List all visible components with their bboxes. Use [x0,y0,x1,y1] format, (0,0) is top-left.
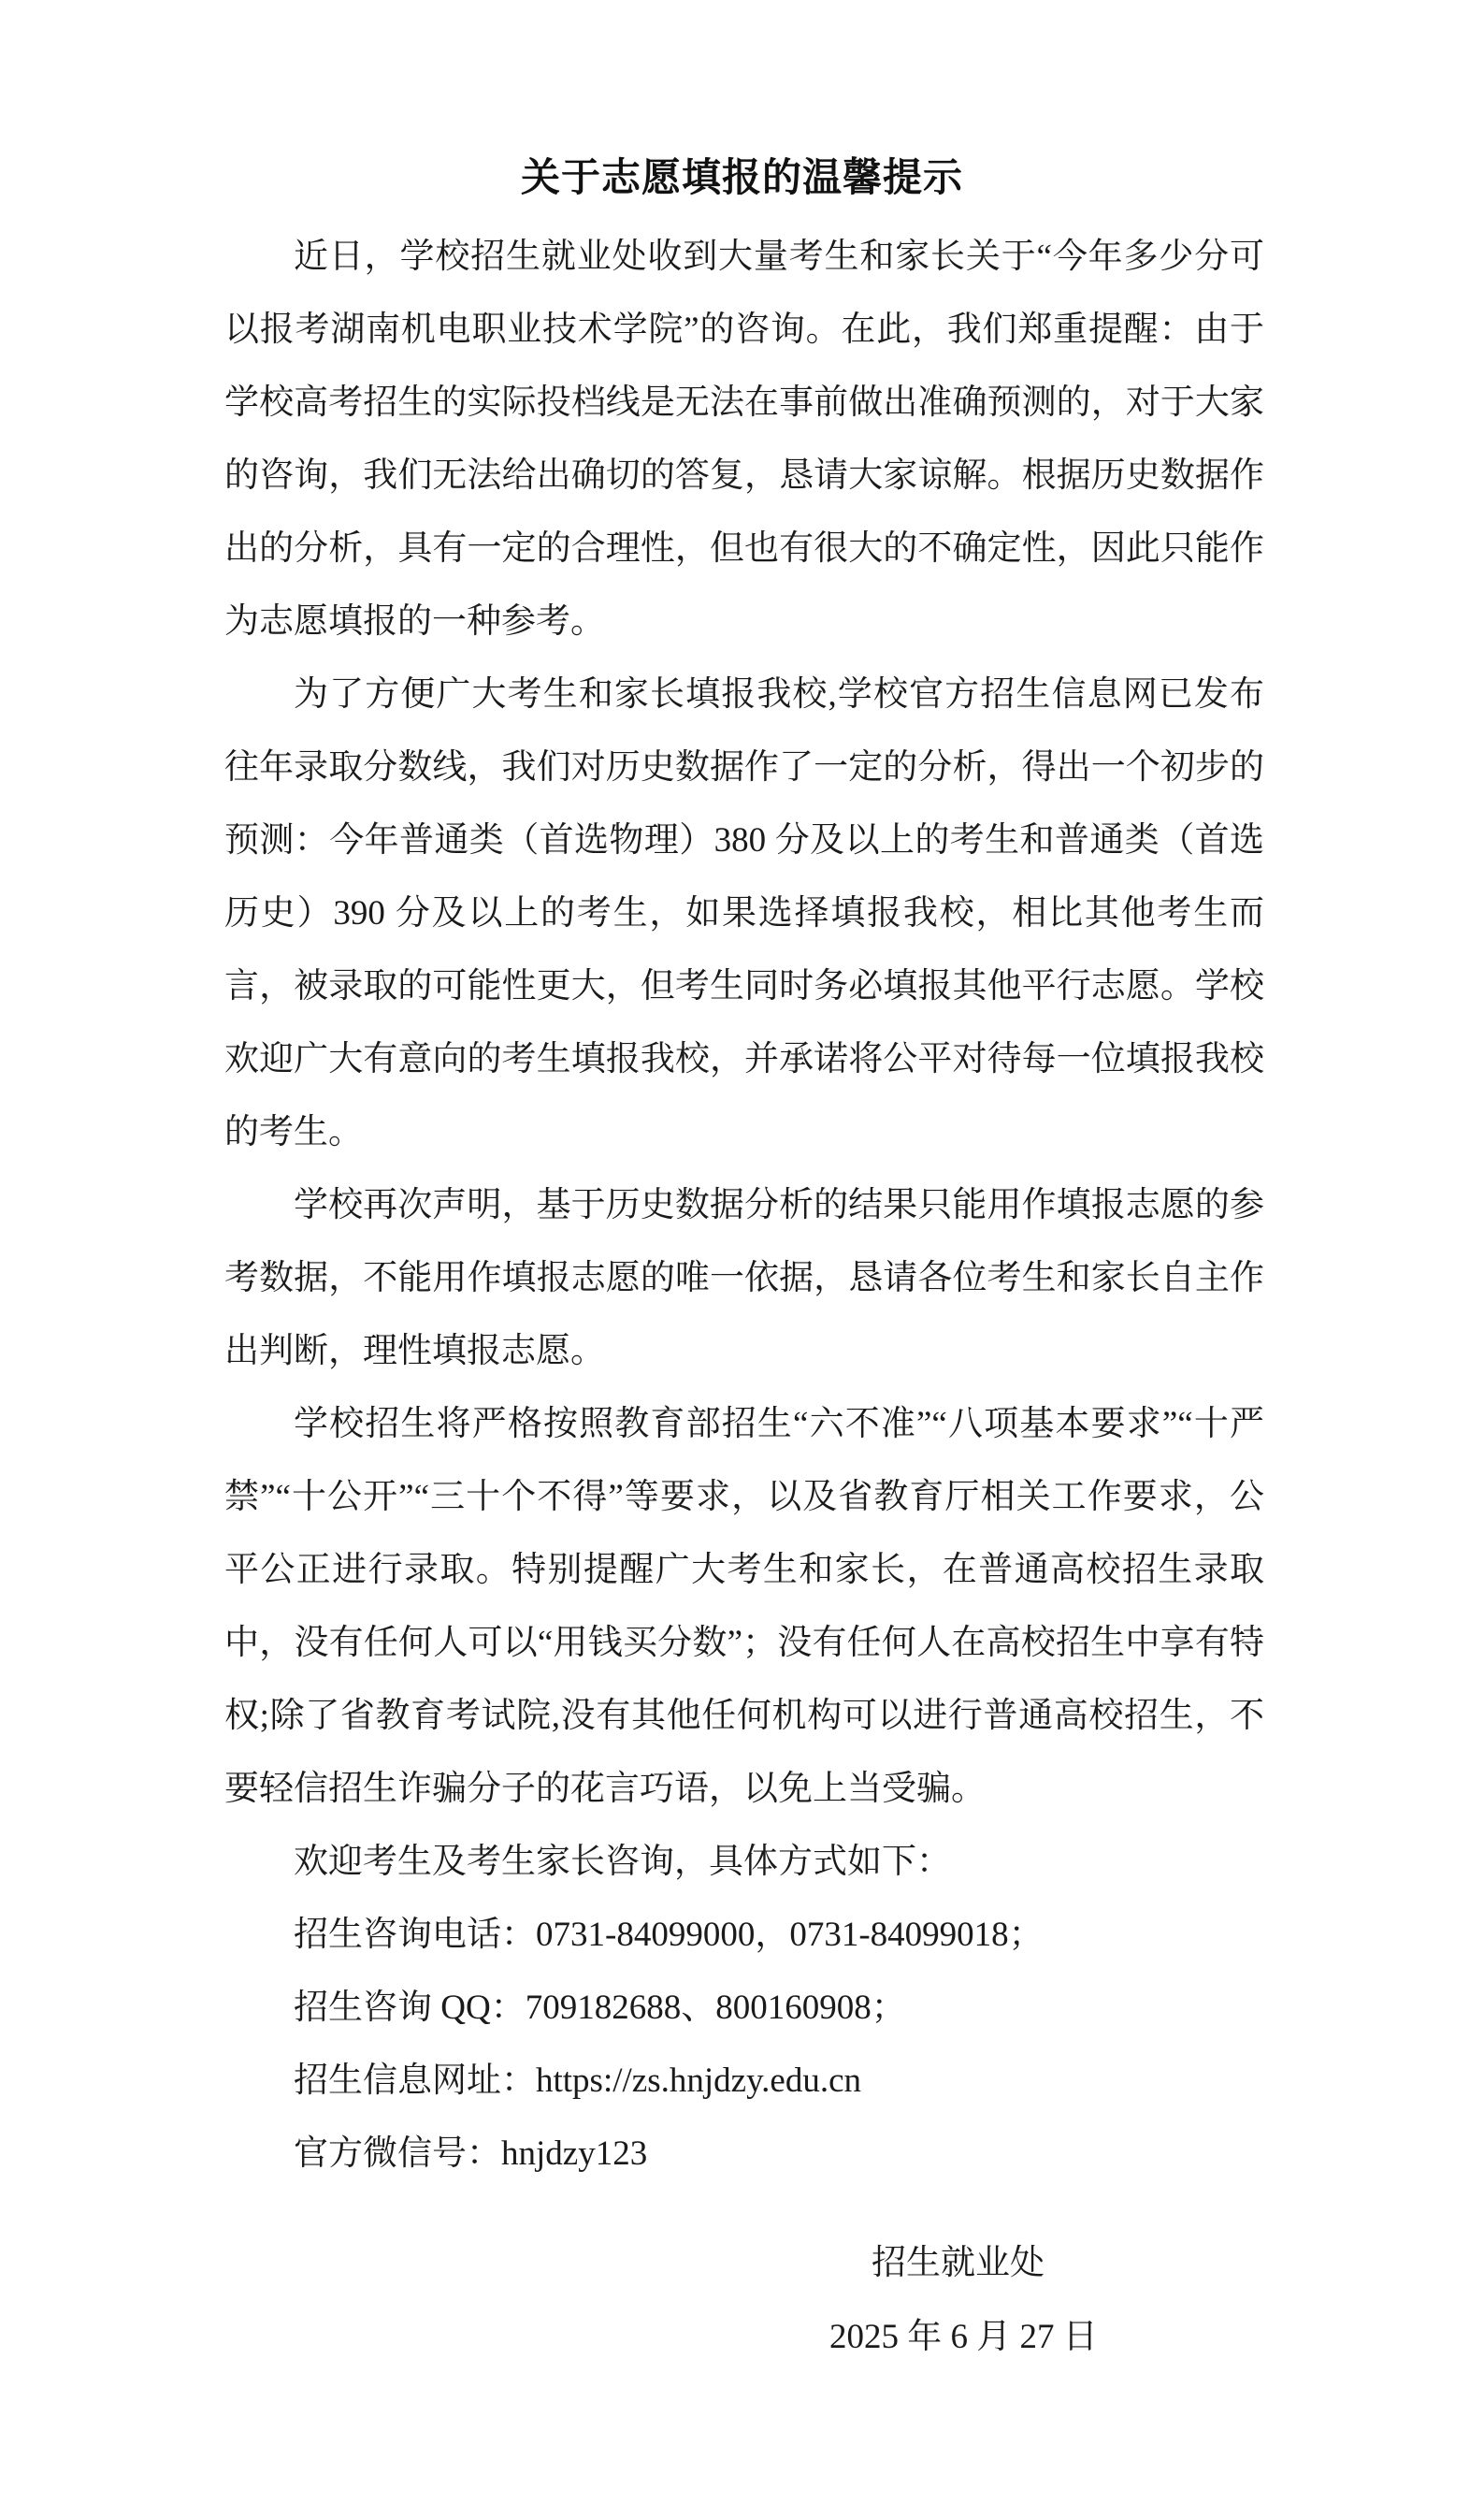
paragraph: 学校再次声明，基于历史数据分析的结果只能用作填报志愿的参考数据，不能用作填报志愿的唯一依据，恳请各位考生和家长自主作出判断，理性填报志愿。 [224,1186,1264,1370]
contact-line: 招生信息网址：https://zs.hnjdzy.edu.cn [294,2062,862,2100]
contact-line: 招生咨询 QQ：709182688、800160908； [294,1989,906,2027]
contact-line: 招生咨询电话：0731-84099000，0731-84099018； [294,1916,1044,1954]
document-body [224,221,1264,2191]
paragraph: 近日，学校招生就业处收到大量考生和家长关于“今年多少分可以报考湖南机电职业技术学院”的咨询。在此，我们郑重提醒：由于学校高考招生的实际投档线是无法在事前做出准确预测的，对于大家的咨询，我们无法给出确切的答复，恳请大家谅解。根据历史数据作出的分析，具有一定的合理性，但也有很大的不确定性，因此只能作为志愿填报的一种参考。 [224,238,1264,641]
paragraph: 学校招生将严格按照教育部招生“六不准”“八项基本要求”“十严禁”“十公开”“三十个不得”等要求，以及省教育厅相关工作要求，公平公正进行录取。特别提醒广大考生和家长，在普通高校招生录取中，没有任何人可以“用钱买分数”；没有任何人在高校招生中享有特权;除了省教育考试院,没有其他任何机构可以进行普通高校招生，不要轻信招生诈骗分子的花言巧语，以免上当受骗。 [224,1405,1264,1808]
date: 2025 年 6 月 27 日 [829,2318,1098,2356]
paragraph: 欢迎考生及考生家长咨询，具体方式如下： [294,1843,951,1881]
paragraph-block [224,221,1264,1899]
contact-block [224,1899,1264,2191]
document-title: 关于志愿填报的温馨提示 [520,155,963,199]
contact-line: 官方微信号：hnjdzy123 [294,2134,648,2173]
signature: 招生就业处 [872,2244,1045,2282]
paragraph: 为了方便广大考生和家长填报我校,学校官方招生信息网已发布往年录取分数线，我们对历史数据作了一定的分析，得出一个初步的预测：今年普通类（首选物理）380 分及以上的考生和普通类（首选历史）390 分及以上的考生，如果选择填报我校，相比其他考生而言，被录取的可能性更大，但考生同时务必填报其他平行志愿。学校欢迎广大有意向的考生填报我校，并承诺将公平对待每一位填报我校的考生。 [224,675,1264,1151]
